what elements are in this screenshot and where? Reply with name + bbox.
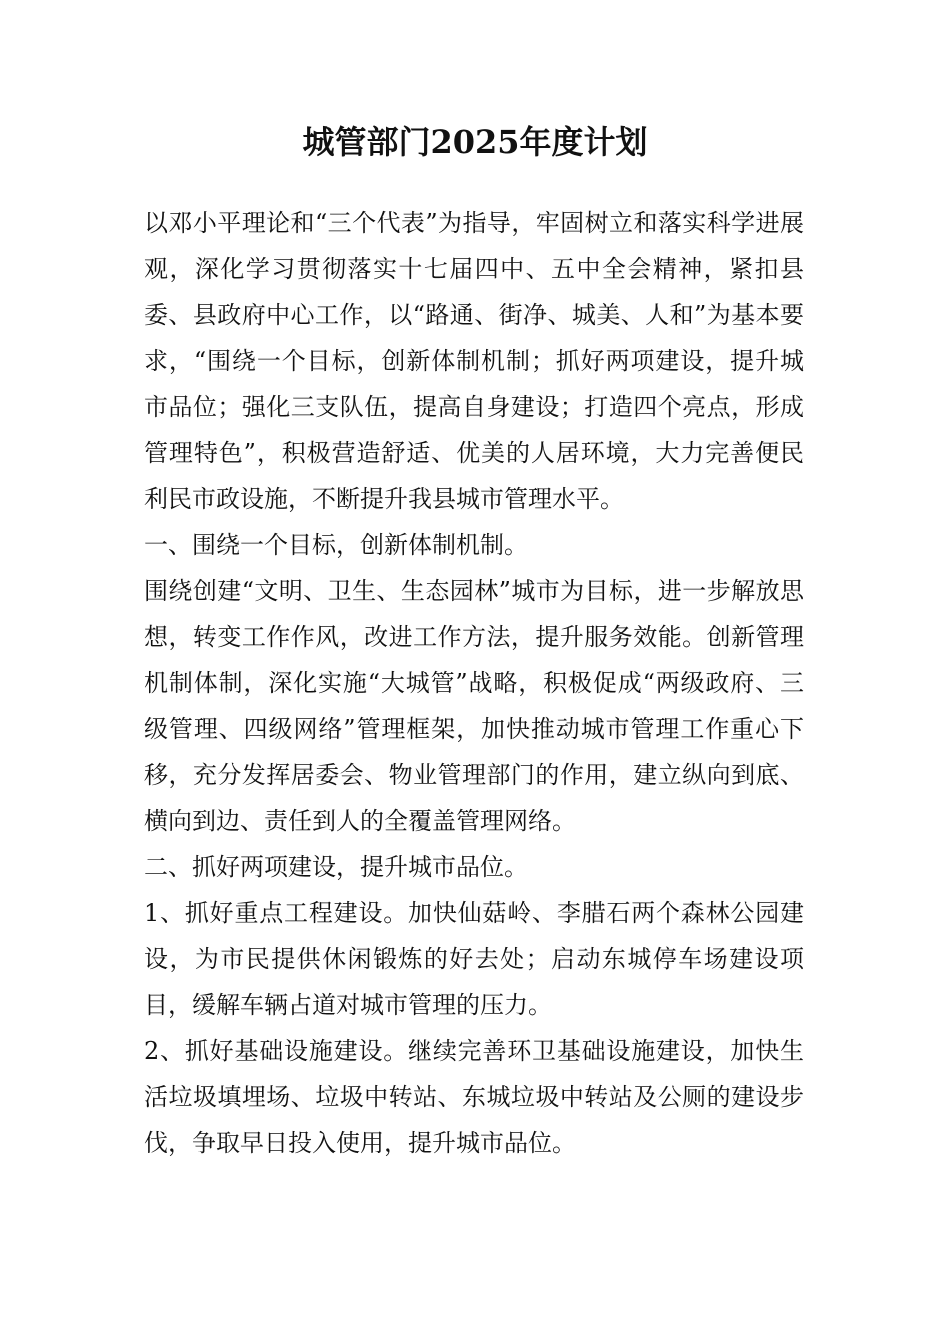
section-heading-1: 一、围绕一个目标，创新体制机制。 bbox=[144, 531, 528, 559]
paragraph-section-1: 围绕创建“文明、卫生、生态园林”城市为目标，进一步解放思想，转变工作作风，改进工作方法，提升服务效能。创新管理机制体制，深化实施“大城管”战略，积极促成“两级政府、三级管理、四级网络”管理框架，加快推动城市管理工作重心下移，充分发挥居委会、物业管理部门的作用，建立纵向到底、横向到边、责任到人的全覆盖管理网络。 bbox=[144, 577, 804, 835]
paragraph-item-2: 2、抓好基础设施建设。继续完善环卫基础设施建设，加快生活垃圾填埋场、垃圾中转站、东城垃圾中转站及公厕的建设步伐，争取早日投入使用，提升城市品位。 bbox=[144, 1037, 804, 1157]
document-body bbox=[144, 200, 804, 1166]
paragraph-intro: 以邓小平理论和“三个代表”为指导，牢固树立和落实科学进展观，深化学习贯彻落实十七届四中、五中全会精神，紧扣县委、县政府中心工作，以“路通、街净、城美、人和”为基本要求，“围绕一个目标，创新体制机制；抓好两项建设，提升城市品位；强化三支队伍，提高自身建设；打造四个亮点，形成管理特色”，积极营造舒适、优美的人居环境，大力完善便民利民市政设施，不断提升我县城市管理水平。 bbox=[144, 209, 804, 513]
document-title: 城管部门2025年度计划 bbox=[302, 123, 648, 161]
paragraph-item-1: 1、抓好重点工程建设。加快仙菇岭、李腊石两个森林公园建设，为市民提供休闲锻炼的好去处；启动东城停车场建设项目，缓解车辆占道对城市管理的压力。 bbox=[144, 899, 804, 1019]
section-heading-2: 二、抓好两项建设，提升城市品位。 bbox=[144, 853, 528, 881]
